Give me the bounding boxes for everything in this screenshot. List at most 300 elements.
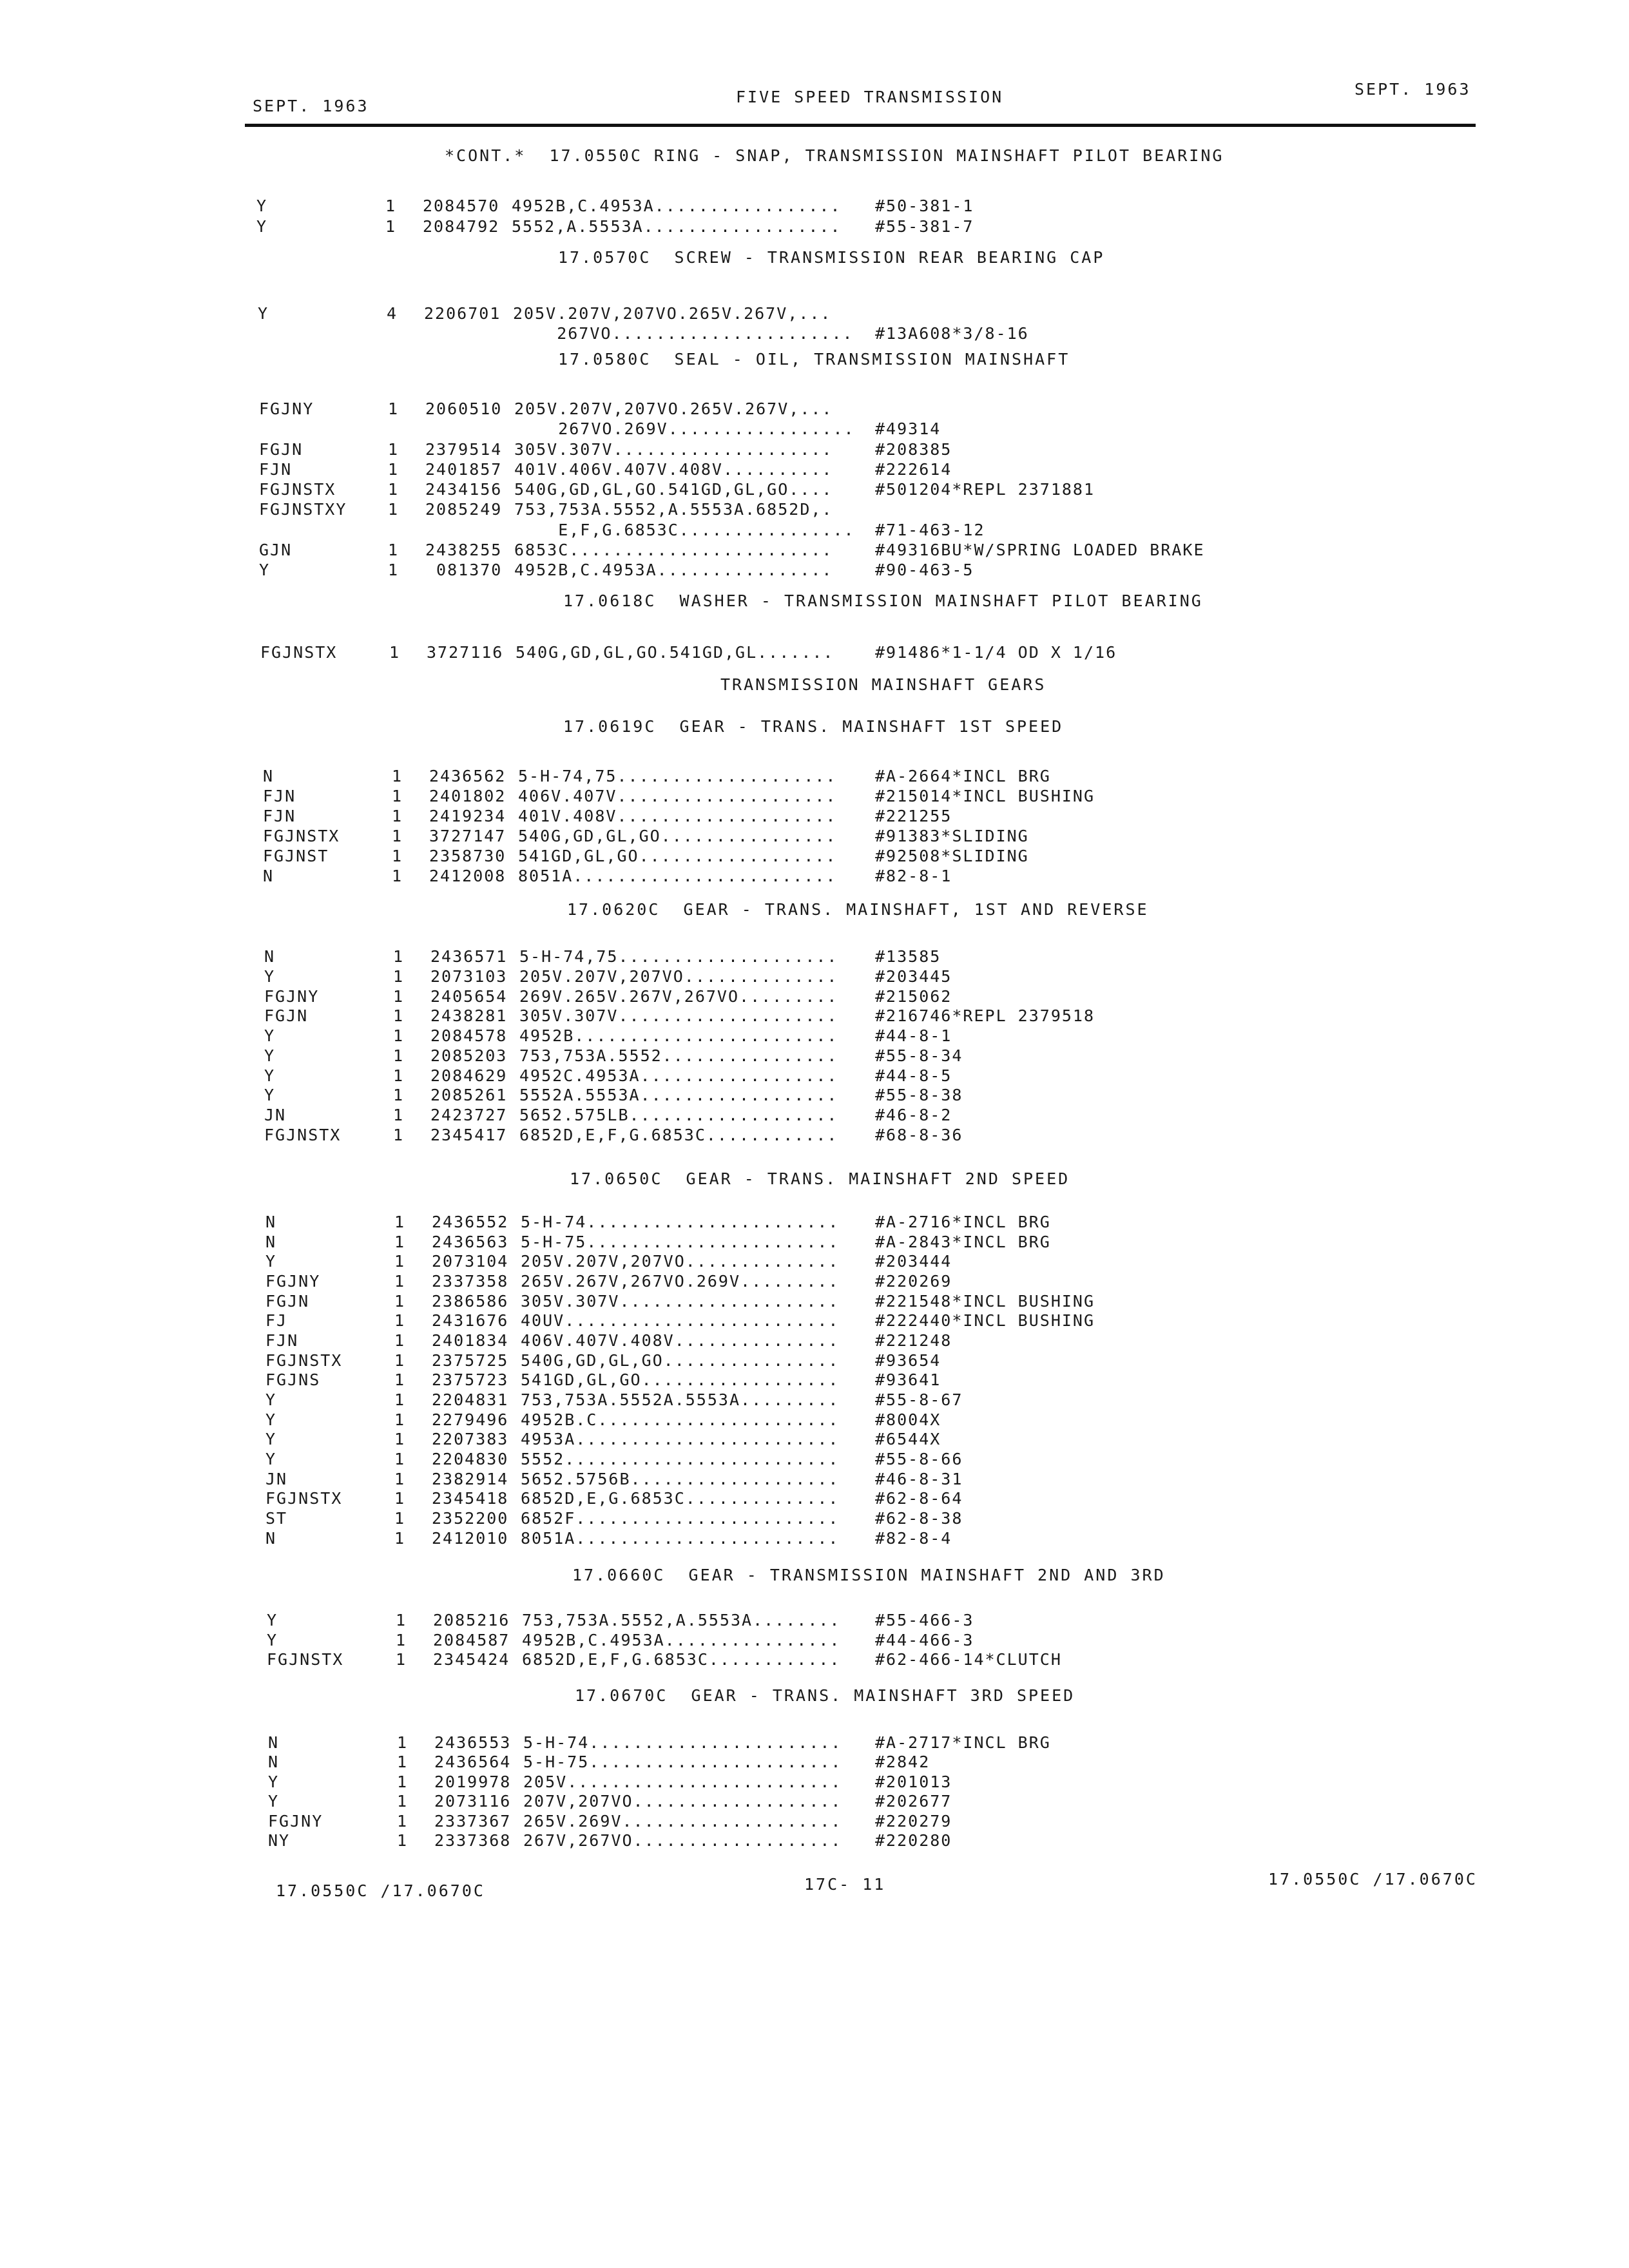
part-number: 2060510 <box>425 399 503 418</box>
reference-number: #55-8-34 <box>875 1046 963 1065</box>
quantity: 1 <box>393 1126 405 1145</box>
section-title: TRANSMISSION MAINSHAFT GEARS <box>720 675 1046 694</box>
parts-row <box>265 1351 1490 1370</box>
reference-number: #82-8-1 <box>875 866 952 885</box>
part-number: 2436562 <box>429 767 506 785</box>
application-list: 406V.407V.408V............... <box>521 1331 840 1350</box>
model-codes: FGJNY <box>259 399 314 418</box>
quantity: 1 <box>394 1410 406 1429</box>
parts-row <box>267 1611 1491 1630</box>
parts-row <box>263 807 1487 826</box>
quantity: 1 <box>388 480 400 499</box>
quantity: 1 <box>394 1508 406 1528</box>
part-number: 2382914 <box>432 1469 509 1488</box>
part-number: 2084570 <box>423 197 500 215</box>
parts-row <box>259 480 1483 499</box>
quantity: 1 <box>388 561 400 580</box>
quantity: 1 <box>394 1271 406 1291</box>
quantity: 1 <box>388 540 400 559</box>
parts-row <box>265 1509 1490 1528</box>
application-list: 305V.307V.................... <box>521 1291 840 1311</box>
reference-number: #221248 <box>875 1331 952 1350</box>
quantity: 1 <box>394 1469 406 1488</box>
quantity: 1 <box>397 1733 409 1752</box>
model-codes: FJN <box>263 806 296 825</box>
model-codes: FGJNSTX <box>259 480 336 499</box>
application-list: 269V.265V.267V,267VO......... <box>519 986 838 1006</box>
reference-number: #93641 <box>875 1370 941 1390</box>
application-list: 8051A........................ <box>521 1528 840 1548</box>
quantity: 1 <box>396 1650 407 1669</box>
model-codes: FGJNY <box>265 1271 321 1291</box>
quantity: 1 <box>397 1811 409 1831</box>
parts-row <box>264 1106 1489 1125</box>
parts-row <box>265 1272 1490 1291</box>
part-number: 2019978 <box>434 1772 512 1791</box>
reference-number: #55-8-66 <box>875 1449 963 1468</box>
quantity: 1 <box>394 1331 406 1350</box>
model-codes: Y <box>268 1772 280 1791</box>
part-number: 2207383 <box>432 1430 509 1449</box>
model-codes: FJN <box>263 786 296 805</box>
part-number: 2379514 <box>425 439 503 459</box>
application-list: 267V,267VO................... <box>523 1831 842 1850</box>
parts-row <box>268 1733 1492 1753</box>
reference-number: #A-2717*INCL BRG <box>875 1733 1051 1752</box>
application-list: 6852D,E,F,G.6853C............ <box>519 1126 838 1145</box>
part-number: 2423727 <box>430 1106 508 1125</box>
part-number: 2345424 <box>433 1650 510 1669</box>
parts-row <box>265 1390 1490 1410</box>
model-codes: Y <box>258 304 269 323</box>
part-number: 2412010 <box>432 1528 509 1548</box>
application-list: 4952B.C...................... <box>521 1410 840 1429</box>
part-number: 2405654 <box>430 986 508 1006</box>
application-list: 5652.5756B................... <box>521 1469 840 1488</box>
quantity: 1 <box>396 1611 407 1629</box>
section-title: 17.0670C GEAR - TRANS. MAINSHAFT 3RD SPEED <box>575 1686 1075 1705</box>
quantity: 1 <box>394 1390 406 1409</box>
reference-number: #50-381-1 <box>875 197 974 215</box>
application-list: 8051A........................ <box>518 866 837 885</box>
quantity: 1 <box>393 1046 405 1065</box>
part-number: 2345418 <box>432 1489 509 1508</box>
model-codes: Y <box>264 1046 276 1065</box>
parts-row <box>268 1753 1492 1772</box>
application-list: 5-H-75....................... <box>523 1753 842 1772</box>
parts-row <box>258 324 1482 343</box>
application-list: 4952C.4953A.................. <box>519 1066 838 1085</box>
model-codes: N <box>268 1753 280 1772</box>
part-number: 2375723 <box>432 1370 509 1390</box>
quantity: 1 <box>394 1252 406 1271</box>
application-list: 4952B,C.4953A................ <box>522 1630 841 1649</box>
parts-row <box>265 1331 1490 1350</box>
parts-row <box>264 1086 1489 1105</box>
part-number: 2401802 <box>429 786 506 805</box>
application-list: 753,753A.5552,A.5553A........ <box>522 1611 841 1629</box>
application-list: 4952B........................ <box>519 1026 838 1046</box>
reference-number: #91486*1-1/4 OD X 1/16 <box>875 643 1117 662</box>
model-codes: FJ <box>265 1311 288 1331</box>
application-list: 401V.406V.407V.408V.......... <box>514 459 833 479</box>
part-number: 2345417 <box>430 1126 508 1145</box>
quantity: 1 <box>388 399 400 418</box>
part-number: 2073104 <box>432 1252 509 1271</box>
part-number: 2337367 <box>434 1811 512 1831</box>
application-list: 541GD,GL,GO.................. <box>521 1370 840 1390</box>
model-codes: FGJNSTX <box>263 826 340 845</box>
model-codes: N <box>264 947 276 966</box>
quantity: 1 <box>397 1772 409 1791</box>
part-number: 2085203 <box>430 1046 508 1065</box>
quantity: 1 <box>397 1831 409 1850</box>
reference-number: #208385 <box>875 439 952 459</box>
parts-row <box>265 1213 1490 1232</box>
quantity: 1 <box>385 216 397 236</box>
section-title: *CONT.* 17.0550C RING - SNAP, TRANSMISSION MAINSHAFT PILOT BEARING <box>445 146 1224 165</box>
part-number: 2204831 <box>432 1390 509 1409</box>
footer-left-range: 17.0550C /17.0670C <box>276 1881 485 1900</box>
parts-row <box>259 521 1483 540</box>
reference-number: #55-381-7 <box>875 216 974 236</box>
model-codes: FGJNST <box>263 846 329 865</box>
model-codes: FGJNSTX <box>264 1126 342 1145</box>
model-codes: JN <box>264 1106 287 1125</box>
application-list: 753,753A.5552A.5553A......... <box>521 1390 840 1409</box>
parts-row <box>259 460 1483 479</box>
header-left-date: SEPT. 1963 <box>253 97 369 115</box>
parts-row <box>259 419 1483 439</box>
reference-number: #62-8-38 <box>875 1508 963 1528</box>
parts-row <box>256 217 1481 236</box>
application-list: 6852D,E,F,G.6853C............ <box>522 1650 841 1669</box>
part-number: 2337358 <box>432 1271 509 1291</box>
parts-row <box>265 1233 1490 1252</box>
application-list: 540G,GD,GL,GO.541GD,GL....... <box>516 643 834 662</box>
part-number: 3727116 <box>427 643 504 662</box>
model-codes: FJN <box>259 459 293 479</box>
application-list: 205V.207V,207VO.............. <box>519 966 838 986</box>
application-list: 406V.407V.................... <box>518 786 837 805</box>
reference-number: #44-8-1 <box>875 1026 952 1046</box>
part-number: 2431676 <box>432 1311 509 1331</box>
part-number: 2073103 <box>430 966 508 986</box>
part-number: 2436564 <box>434 1753 512 1772</box>
part-number: 2085249 <box>425 500 503 519</box>
model-codes: ST <box>265 1508 288 1528</box>
parts-row <box>265 1252 1490 1271</box>
parts-row <box>265 1430 1490 1449</box>
model-codes: Y <box>268 1792 280 1811</box>
quantity: 1 <box>394 1311 406 1331</box>
reference-number: #49314 <box>875 419 941 439</box>
reference-number: #92508*SLIDING <box>875 846 1029 865</box>
model-codes: Y <box>267 1611 278 1629</box>
quantity: 4 <box>387 304 398 323</box>
reference-number: #222440*INCL BUSHING <box>875 1311 1095 1331</box>
application-list: 305V.307V.................... <box>514 439 833 459</box>
part-number: 2375725 <box>432 1350 509 1370</box>
reference-number: #216746*REPL 2379518 <box>875 1006 1095 1026</box>
quantity: 1 <box>388 500 400 519</box>
section-title: 17.0618C WASHER - TRANSMISSION MAINSHAFT PILOT BEARING <box>563 591 1203 610</box>
model-codes: Y <box>264 1086 276 1105</box>
model-codes: Y <box>265 1390 277 1409</box>
application-list: 5552,A.5553A.................. <box>512 216 842 236</box>
quantity: 1 <box>385 197 397 215</box>
quantity: 1 <box>392 866 403 885</box>
part-number: 2358730 <box>429 846 506 865</box>
quantity: 1 <box>394 1370 406 1390</box>
reference-number: #501204*REPL 2371881 <box>875 480 1095 499</box>
part-number: 3727147 <box>429 826 506 845</box>
application-list: 5-H-74....................... <box>521 1213 840 1231</box>
parts-row <box>268 1812 1492 1831</box>
parts-row <box>259 500 1483 519</box>
quantity: 1 <box>388 439 400 459</box>
parts-row <box>263 867 1487 886</box>
parts-row <box>259 440 1483 459</box>
reference-number: #A-2664*INCL BRG <box>875 767 1051 785</box>
model-codes: FGJNSTX <box>265 1350 343 1370</box>
parts-row <box>264 1046 1489 1066</box>
application-list: 753,753A.5552,A.5553A.6852D,. <box>514 500 833 519</box>
model-codes: FGJNY <box>264 986 320 1006</box>
parts-row <box>256 197 1481 216</box>
reference-number: #203445 <box>875 966 952 986</box>
model-codes: FGJN <box>259 439 304 459</box>
quantity: 1 <box>393 947 405 966</box>
reference-number: #44-466-3 <box>875 1630 974 1649</box>
quantity: 1 <box>394 1291 406 1311</box>
model-codes: N <box>265 1213 277 1231</box>
application-list: 5-H-74,75.................... <box>518 767 837 785</box>
parts-row <box>264 1026 1489 1046</box>
quantity: 1 <box>392 786 403 805</box>
parts-row <box>268 1792 1492 1811</box>
part-number: 2436552 <box>432 1213 509 1231</box>
reference-number: #90-463-5 <box>875 561 974 580</box>
model-codes: N <box>265 1232 277 1251</box>
quantity: 1 <box>394 1213 406 1231</box>
part-number: 2401857 <box>425 459 503 479</box>
reference-number: #A-2843*INCL BRG <box>875 1232 1051 1251</box>
application-list: 4952B,C.4953A................. <box>512 197 842 215</box>
part-number: 2434156 <box>425 480 503 499</box>
quantity: 1 <box>388 459 400 479</box>
part-number: 2204830 <box>432 1449 509 1468</box>
parts-row <box>259 399 1483 419</box>
section-title: 17.0619C GEAR - TRANS. MAINSHAFT 1ST SPEED <box>563 717 1064 736</box>
application-list: 207V,207VO................... <box>523 1792 842 1811</box>
application-list: 5-H-74,75.................... <box>519 947 838 966</box>
application-list: 305V.307V.................... <box>519 1006 838 1026</box>
header-title: FIVE SPEED TRANSMISSION <box>736 88 1004 106</box>
reference-number: #221255 <box>875 806 952 825</box>
model-codes: GJN <box>259 540 293 559</box>
parts-row <box>265 1529 1490 1548</box>
application-list: 205V.207V,207VO.265V.267V,... <box>514 399 833 418</box>
reference-number: #93654 <box>875 1350 941 1370</box>
parts-row <box>263 767 1487 786</box>
parts-row <box>259 541 1483 560</box>
quantity: 1 <box>394 1489 406 1508</box>
reference-number: #91383*SLIDING <box>875 826 1029 845</box>
parts-row <box>263 847 1487 866</box>
part-number: 2438255 <box>425 540 503 559</box>
reference-number: #201013 <box>875 1772 952 1791</box>
model-codes: FGJN <box>264 1006 309 1026</box>
part-number: 2436553 <box>434 1733 512 1752</box>
reference-number: #55-8-38 <box>875 1086 963 1105</box>
model-codes: FGJNY <box>268 1811 323 1831</box>
quantity: 1 <box>393 1006 405 1026</box>
reference-number: #46-8-2 <box>875 1106 952 1125</box>
parts-row <box>264 967 1489 986</box>
application-list: 267VO...................... <box>513 324 854 343</box>
section-title: 17.0570C SCREW - TRANSMISSION REAR BEARING CAP <box>558 248 1105 267</box>
parts-row <box>263 787 1487 806</box>
parts-row <box>264 1126 1489 1145</box>
reference-number: #6544X <box>875 1430 941 1449</box>
model-codes: FGJNSTXY <box>259 500 347 519</box>
model-codes: N <box>268 1733 280 1752</box>
quantity: 1 <box>392 806 403 825</box>
application-list: 6852F........................ <box>521 1508 840 1528</box>
application-list: 5552......................... <box>521 1449 840 1468</box>
parts-row <box>264 987 1489 1006</box>
part-number: 2084587 <box>433 1630 510 1649</box>
reference-number: #13585 <box>875 947 941 966</box>
model-codes: Y <box>265 1410 277 1429</box>
reference-number: #2842 <box>875 1753 930 1772</box>
reference-number: #82-8-4 <box>875 1528 952 1548</box>
application-list: 540G,GD,GL,GO................ <box>518 826 837 845</box>
model-codes: FGJNSTX <box>265 1489 343 1508</box>
application-list: 753,753A.5552................ <box>519 1046 838 1065</box>
quantity: 1 <box>393 986 405 1006</box>
quantity: 1 <box>394 1430 406 1449</box>
quantity: 1 <box>394 1449 406 1468</box>
model-codes: Y <box>264 1026 276 1046</box>
quantity: 1 <box>389 643 401 662</box>
application-list: 5552A.5553A.................. <box>519 1086 838 1105</box>
parts-row <box>264 1066 1489 1086</box>
model-codes: FJN <box>265 1331 299 1350</box>
parts-row <box>267 1631 1491 1650</box>
parts-row <box>265 1311 1490 1331</box>
reference-number: #62-466-14*CLUTCH <box>875 1650 1062 1669</box>
parts-row <box>260 643 1485 662</box>
parts-row <box>265 1370 1490 1390</box>
header-rule <box>245 124 1476 127</box>
reference-number: #68-8-36 <box>875 1126 963 1145</box>
application-list: 267VO.269V................. <box>514 419 855 439</box>
parts-row <box>264 947 1489 966</box>
part-number: 2279496 <box>432 1410 509 1429</box>
model-codes: Y <box>265 1430 277 1449</box>
reference-number: #203444 <box>875 1252 952 1271</box>
reference-number: #46-8-31 <box>875 1469 963 1488</box>
quantity: 1 <box>394 1350 406 1370</box>
reference-number: #44-8-5 <box>875 1066 952 1085</box>
parts-row <box>268 1773 1492 1792</box>
application-list: 401V.408V.................... <box>518 806 837 825</box>
reference-number: #220279 <box>875 1811 952 1831</box>
parts-row <box>259 561 1483 580</box>
part-number: 2206701 <box>424 304 501 323</box>
part-number: 2401834 <box>432 1331 509 1350</box>
reference-number: #71-463-12 <box>875 520 985 539</box>
parts-row <box>268 1831 1492 1850</box>
application-list: 205V.207V,207VO.............. <box>521 1252 840 1271</box>
quantity: 1 <box>393 1026 405 1046</box>
application-list: 541GD,GL,GO.................. <box>518 846 837 865</box>
quantity: 1 <box>397 1753 409 1772</box>
reference-number: #215014*INCL BUSHING <box>875 786 1095 805</box>
model-codes: FGJNSTX <box>267 1650 344 1669</box>
part-number: 2438281 <box>430 1006 508 1026</box>
part-number: 2084578 <box>430 1026 508 1046</box>
reference-number: #202677 <box>875 1792 952 1811</box>
model-codes: Y <box>259 561 271 580</box>
model-codes: N <box>265 1528 277 1548</box>
parts-row <box>267 1650 1491 1669</box>
part-number: 2084792 <box>423 216 500 236</box>
quantity: 1 <box>392 846 403 865</box>
model-codes: Y <box>264 966 276 986</box>
parts-row <box>265 1489 1490 1508</box>
part-number: 2352200 <box>432 1508 509 1528</box>
model-codes: Y <box>267 1630 278 1649</box>
part-number: 2084629 <box>430 1066 508 1085</box>
part-number: 2386586 <box>432 1291 509 1311</box>
application-list: 265V.267V,267VO.269V......... <box>521 1271 840 1291</box>
application-list: 4953A........................ <box>521 1430 840 1449</box>
quantity: 1 <box>393 1106 405 1125</box>
part-number: 2419234 <box>429 806 506 825</box>
model-codes: N <box>263 866 275 885</box>
application-list: 6852D,E,G.6853C.............. <box>521 1489 840 1508</box>
reference-number: #220269 <box>875 1271 952 1291</box>
part-number: 2337368 <box>434 1831 512 1850</box>
application-list: 205V.207V,207VO.265V.267V,... <box>513 304 832 323</box>
model-codes: Y <box>265 1449 277 1468</box>
reference-number: #A-2716*INCL BRG <box>875 1213 1051 1231</box>
model-codes: NY <box>268 1831 291 1850</box>
application-list: 4952B,C.4953A................ <box>514 561 833 580</box>
model-codes: Y <box>265 1252 277 1271</box>
part-number: 2085216 <box>433 1611 510 1629</box>
quantity: 1 <box>393 1086 405 1105</box>
model-codes: Y <box>256 197 268 215</box>
application-list: 5652.575LB................... <box>519 1106 838 1125</box>
application-list: 5-H-74....................... <box>523 1733 842 1752</box>
part-number: 2412008 <box>429 866 506 885</box>
quantity: 1 <box>392 767 403 785</box>
section-title: 17.0580C SEAL - OIL, TRANSMISSION MAINSHAFT <box>558 350 1070 369</box>
parts-row <box>258 304 1482 323</box>
quantity: 1 <box>397 1792 409 1811</box>
reference-number: #215062 <box>875 986 952 1006</box>
reference-number: #220280 <box>875 1831 952 1850</box>
quantity: 1 <box>393 1066 405 1085</box>
quantity: 1 <box>393 966 405 986</box>
header-right-date: SEPT. 1963 <box>1354 80 1471 99</box>
application-list: 265V.269V.................... <box>523 1811 842 1831</box>
part-number: 2436571 <box>430 947 508 966</box>
